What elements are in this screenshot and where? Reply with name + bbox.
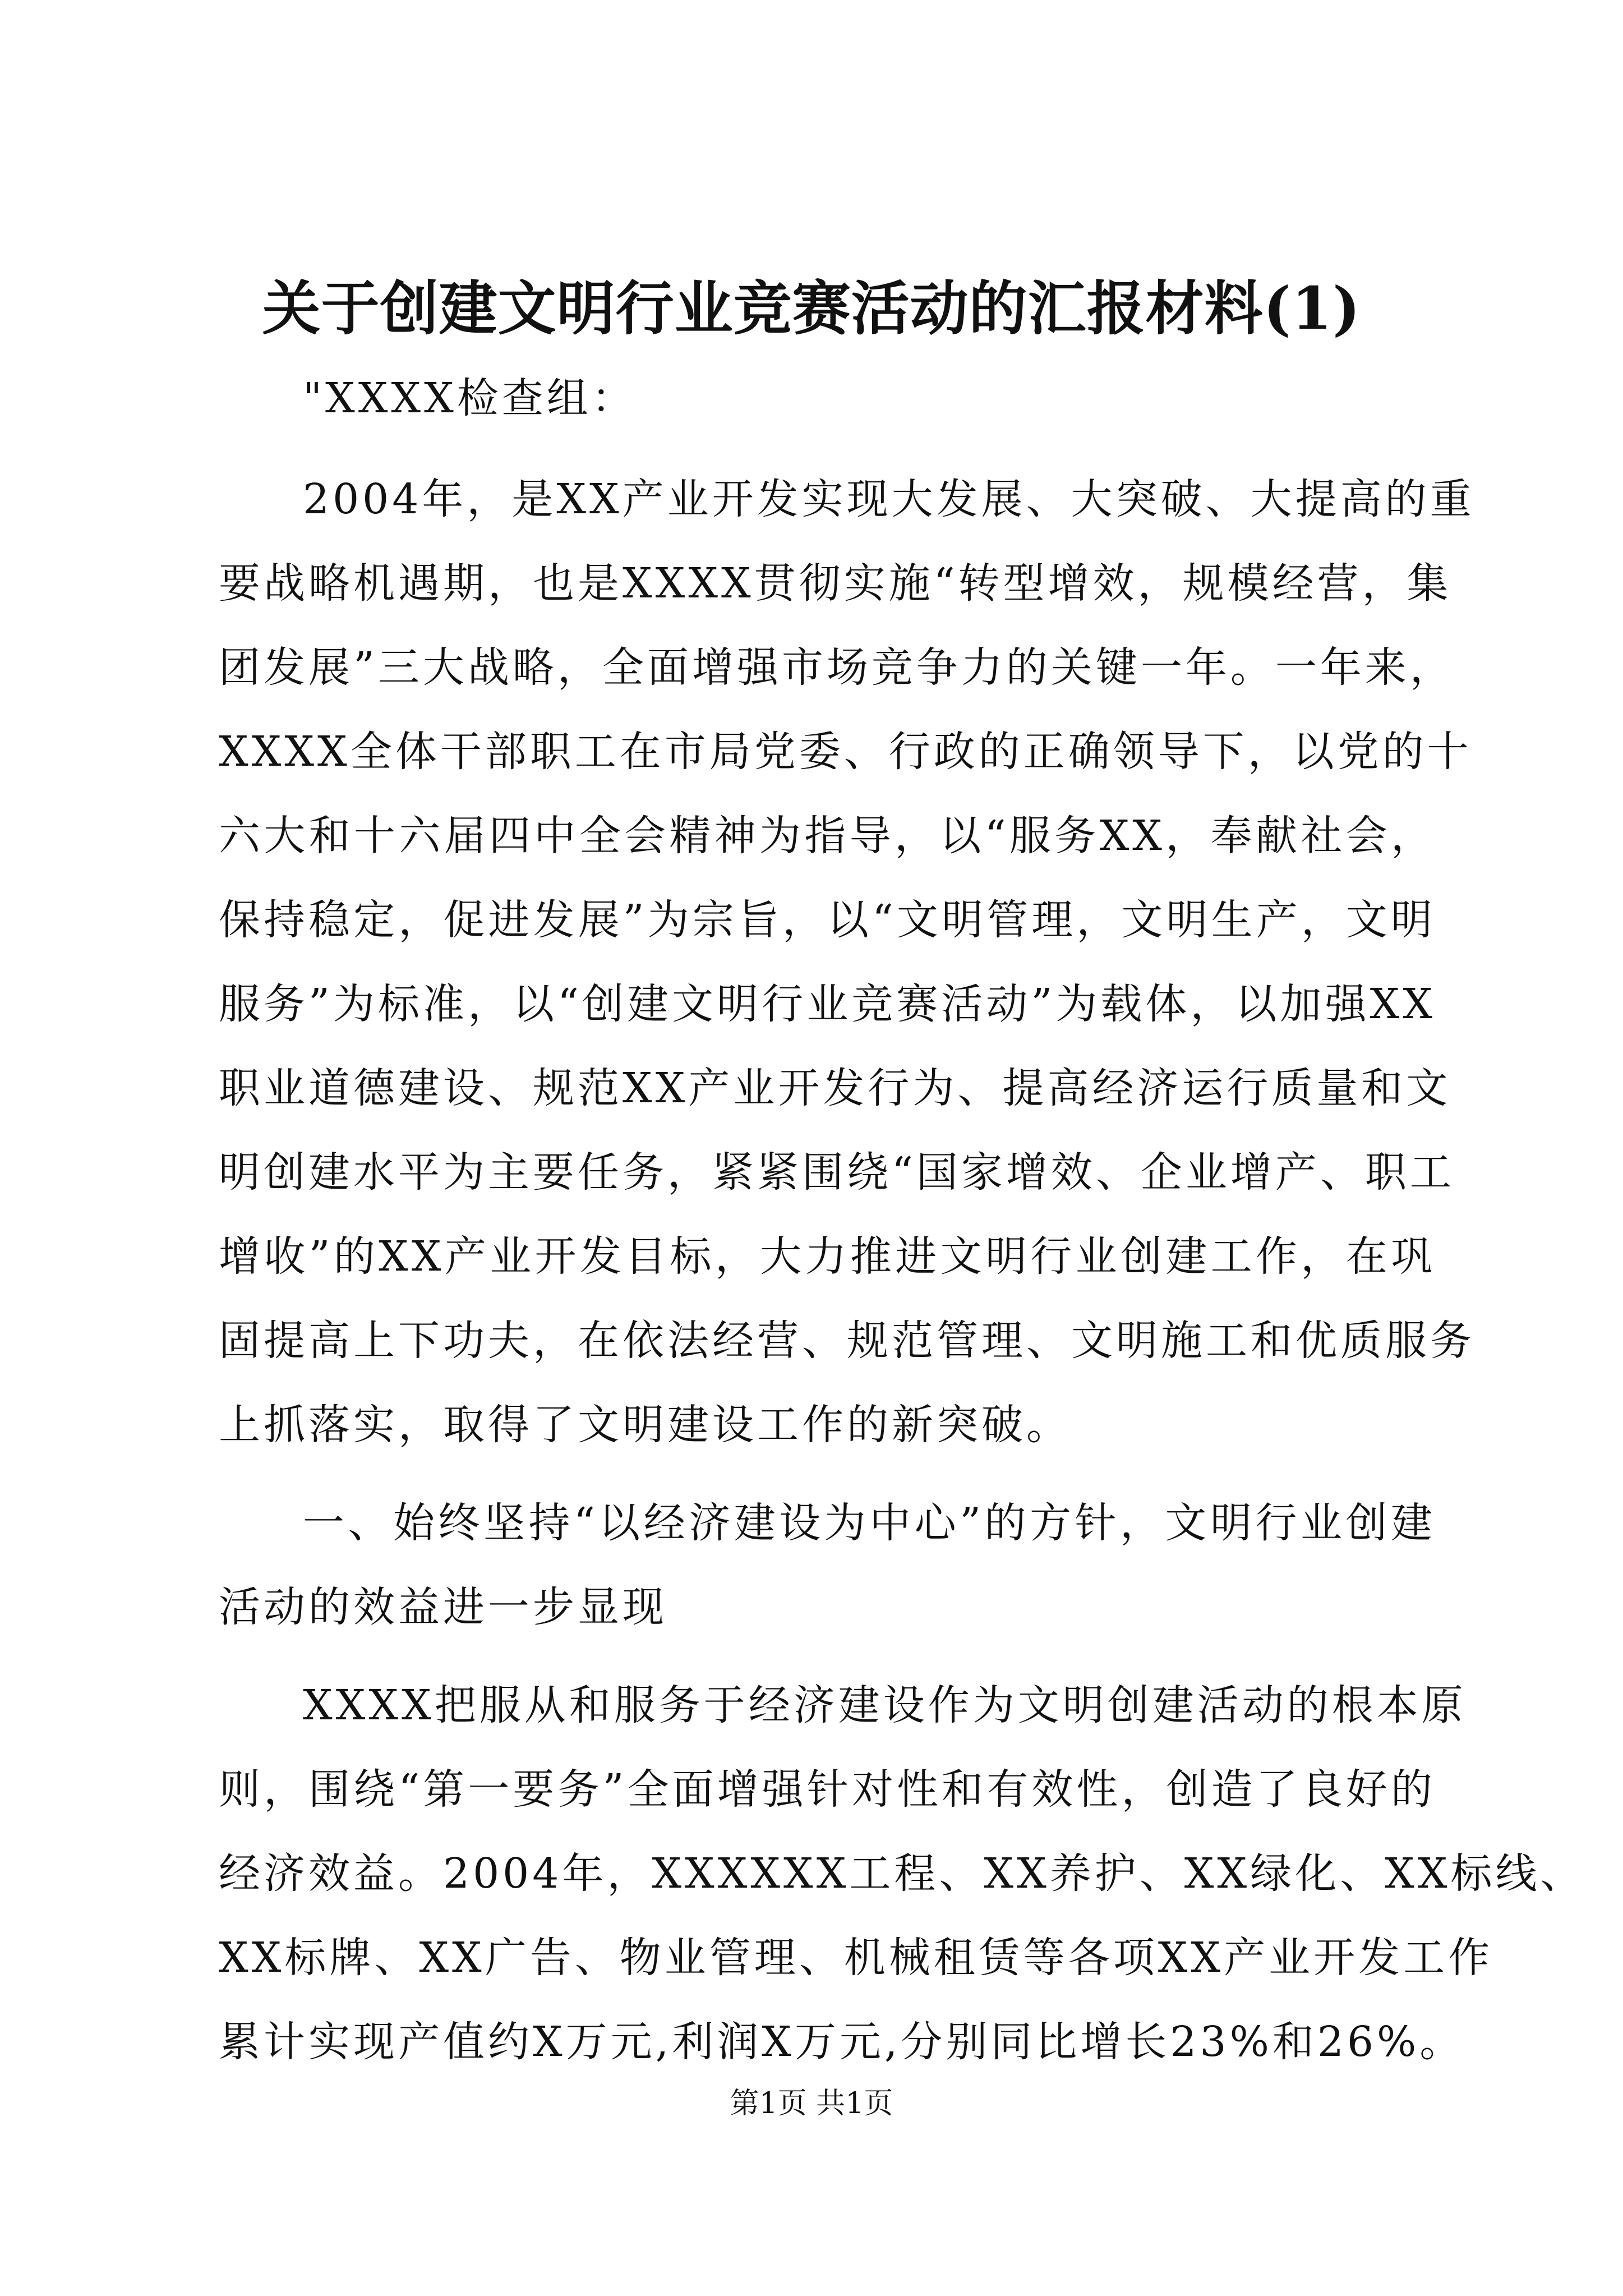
paragraph-line: 累计实现产值约X万元,利润X万元,分别同比增长23%和26%。: [219, 2018, 1465, 2066]
paragraph-line: 服务”为标准，以“创建文明行业竞赛活动”为载体，以加强XX: [219, 980, 1436, 1028]
salutation-line: "XXXX检查组：: [303, 374, 637, 422]
paragraph-line: 明创建水平为主要任务，紧紧围绕“国家增效、企业增产、职工: [219, 1148, 1455, 1197]
paragraph-line: 要战略机遇期，也是XXXX贯彻实施“转型增效，规模经营，集: [219, 559, 1452, 608]
section-heading-line: 活动的效益进一步显现: [219, 1583, 667, 1631]
section-heading-line: 一、始终坚持“以经济建设为中心”的方针，文明行业创建: [303, 1499, 1436, 1547]
paragraph-line: 职业道德建设、规范XX产业开发行为、提高经济运行质量和文: [219, 1064, 1451, 1112]
page-footer: 第1页 共1页: [730, 2087, 893, 2120]
paragraph-line: XXXX把服从和服务于经济建设作为文明创建活动的根本原: [303, 1681, 1467, 1729]
paragraph-line: 2004年，是XX产业开发实现大发展、大突破、大提高的重: [303, 475, 1475, 523]
paragraph-line: 团发展”三大战略，全面增强市场竞争力的关键一年。一年来，: [219, 643, 1455, 692]
paragraph-line: XX标牌、XX广告、物业管理、机械租赁等各项XX产业开发工作: [219, 1934, 1493, 1982]
paragraph-line: 增收”的XX产业开发目标，大力推进文明行业创建工作，在巩: [219, 1232, 1436, 1281]
paragraph-line: 保持稳定，促进发展”为宗旨，以“文明管理，文明生产，文明: [219, 896, 1436, 944]
document-title: 关于创建文明行业竞赛活动的汇报材料(1): [262, 274, 1361, 343]
paragraph-line: 六大和十六届四中全会精神为指导，以“服务XX，奉献社会，: [219, 812, 1436, 860]
paragraph-line: 固提高上下功夫，在依法经营、规范管理、文明施工和优质服务: [219, 1317, 1475, 1365]
paragraph-line: XXXX全体干部职工在市局党委、行政的正确领导下，以党的十: [219, 728, 1472, 776]
paragraph-line: 经济效益。2004年，XXXXXX工程、XX养护、XX绿化、XX标线、: [219, 1849, 1585, 1898]
paragraph-line: 则，围绕“第一要务”全面增强针对性和有效性，创造了良好的: [219, 1765, 1436, 1814]
paragraph-line: 上抓落实，取得了文明建设工作的新突破。: [219, 1401, 1071, 1449]
